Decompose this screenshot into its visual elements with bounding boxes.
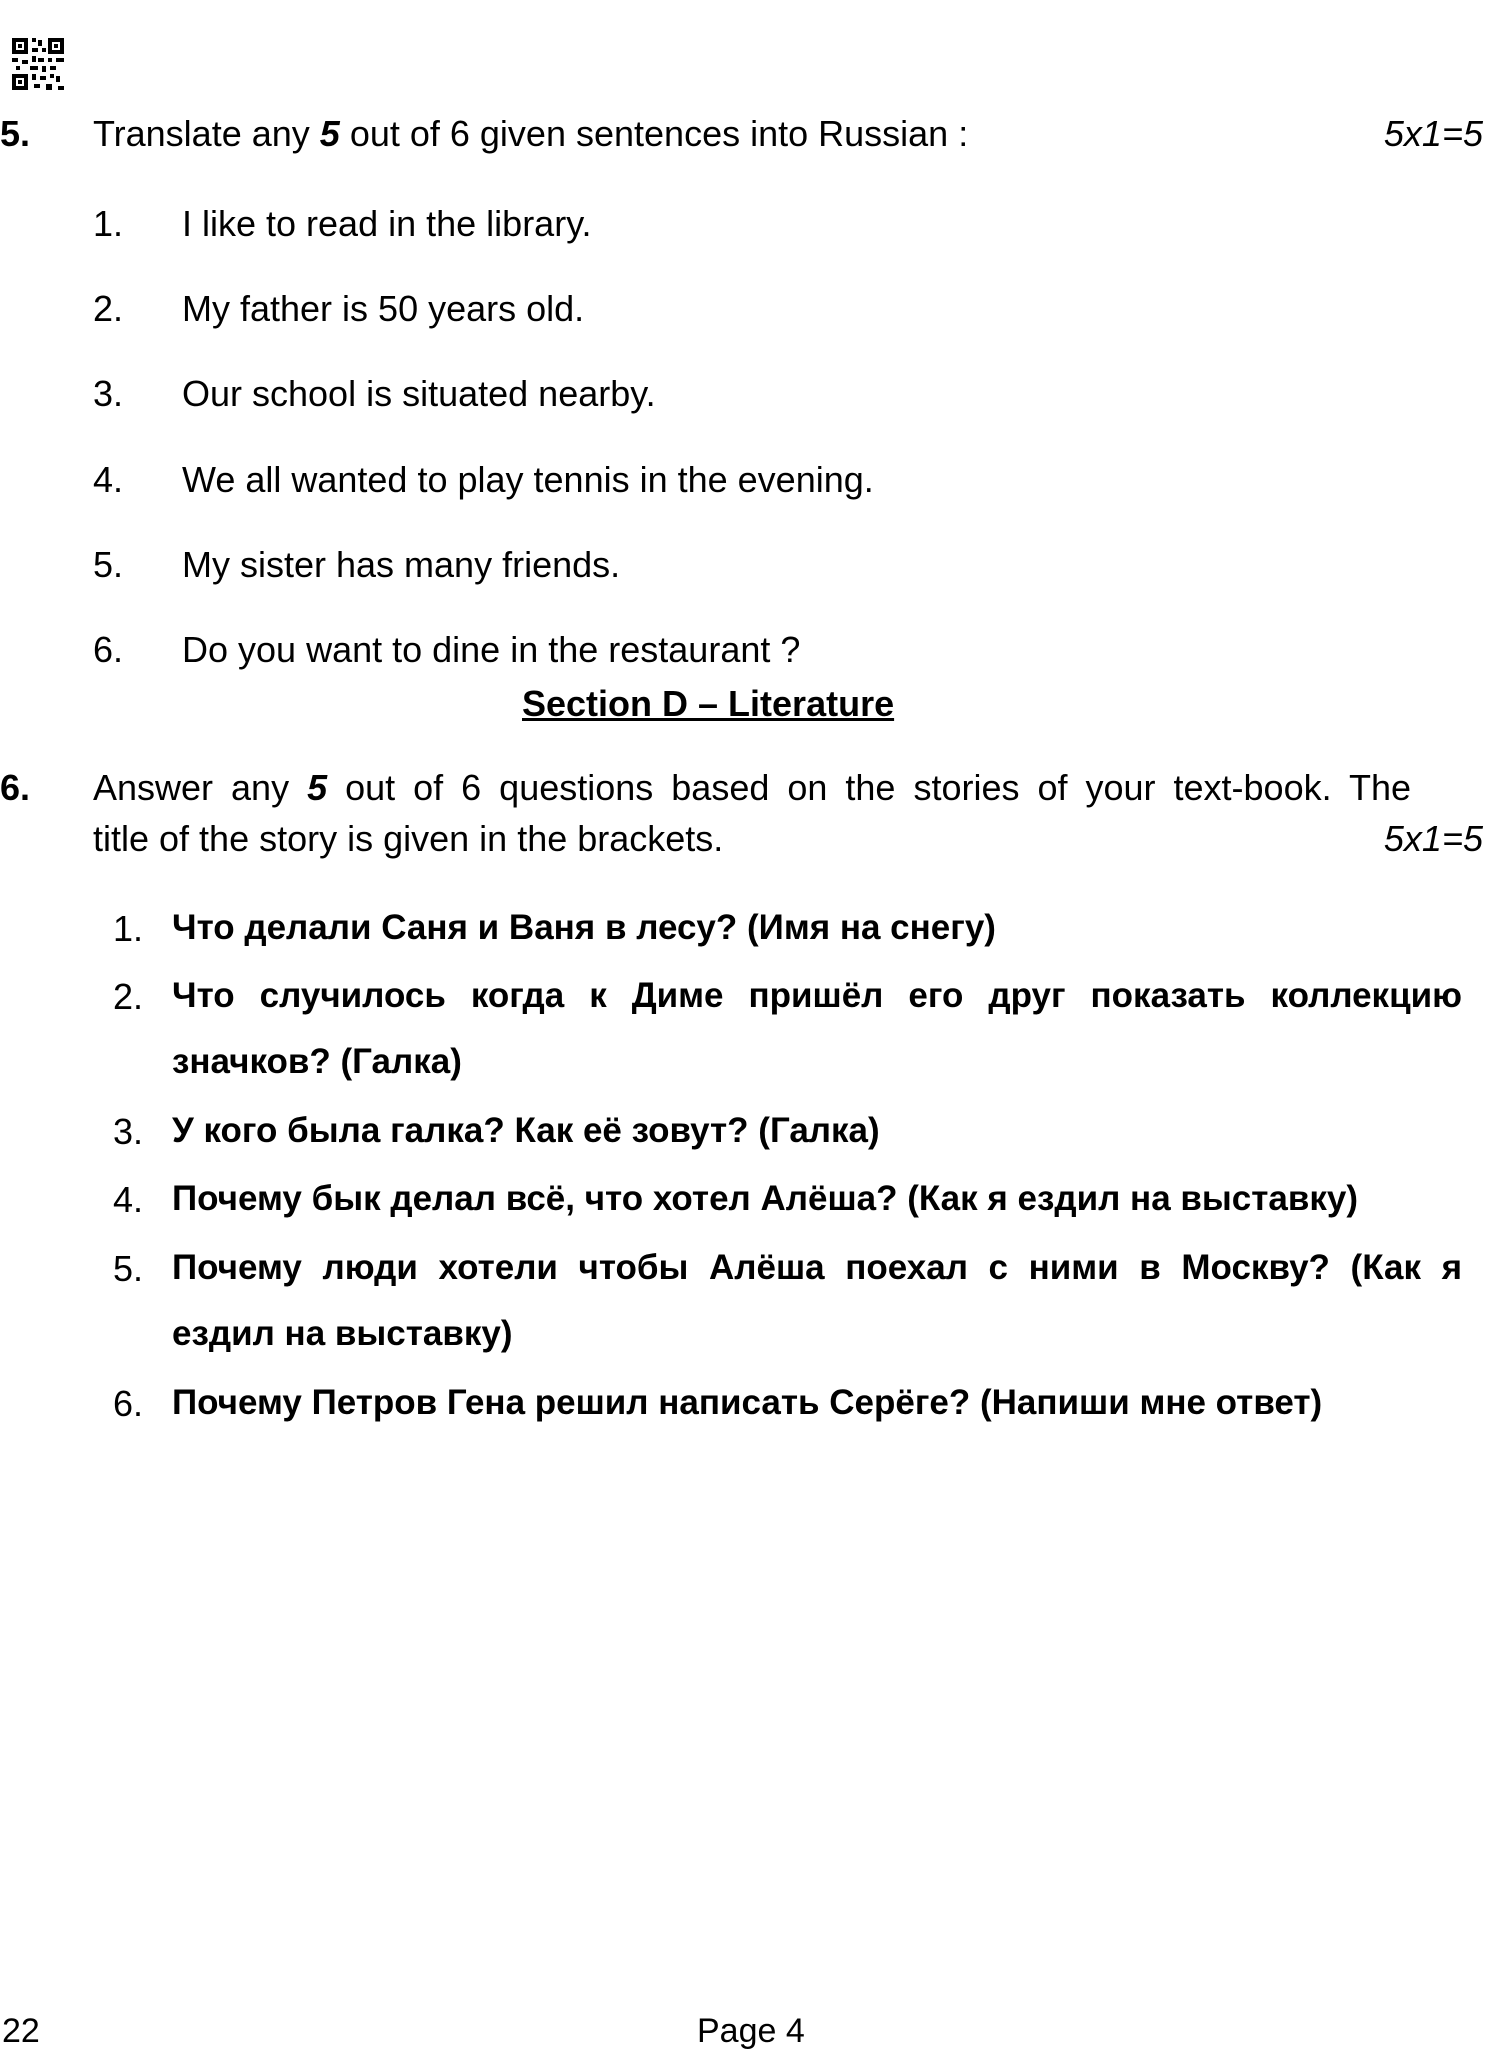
q6-item-5-number: 5. xyxy=(113,1248,144,1289)
q5-item-3-text: Our school is situated nearby. xyxy=(182,373,656,414)
q5-item-4-number: 4. xyxy=(93,459,124,500)
q6-item-3-number: 3. xyxy=(113,1111,144,1152)
q6-item-5-text-line-2: ездил на выставку) xyxy=(172,1314,513,1353)
q6-item-2-number: 2. xyxy=(113,976,144,1017)
question-6-text-line-1: Answer any 5 out of 6 questions based on the stories of your text-book. The xyxy=(93,767,1411,808)
footer-code: 22 xyxy=(2,2012,40,2050)
q5-item-5-number: 5. xyxy=(93,544,124,585)
q5-item-2-number: 2. xyxy=(93,288,124,329)
q5-item-6-number: 6. xyxy=(93,629,124,670)
q6-item-2-text-line-2: значков? (Галка) xyxy=(172,1042,462,1081)
question-5-number: 5. xyxy=(0,113,31,154)
question-6-number: 6. xyxy=(0,767,31,808)
q6-item-6-text: Почему Петров Гена решил написать Серёге? (Напиши мне ответ) xyxy=(172,1383,1323,1422)
footer-page-number: Page 4 xyxy=(697,2012,805,2050)
q5-item-5-text: My sister has many friends. xyxy=(182,544,621,585)
q5-item-1-text: I like to read in the library. xyxy=(182,203,592,244)
q5-item-2-text: My father is 50 years old. xyxy=(182,288,585,329)
q5-item-6-text: Do you want to dine in the restaurant ? xyxy=(182,629,801,670)
question-6-text-line-2: title of the story is given in the brackets. xyxy=(93,818,724,859)
question-5-text: Translate any 5 out of 6 given sentences into Russian : xyxy=(93,113,969,154)
q6-item-1-number: 1. xyxy=(113,908,144,949)
q6-item-4-text: Почему бык делал всё, что хотел Алёша? (Как я ездил на выставку) xyxy=(172,1179,1359,1218)
question-5-marks: 5x1=5 xyxy=(1383,113,1483,154)
q6-item-4-number: 4. xyxy=(113,1179,144,1220)
q6-item-6-number: 6. xyxy=(113,1383,144,1424)
q6-item-3-text: У кого была галка? Как её зовут? (Галка) xyxy=(172,1111,880,1150)
q6-item-1-text: Что делали Саня и Ваня в лесу? (Имя на снегу) xyxy=(172,908,996,947)
qr-code-icon xyxy=(12,38,64,90)
section-heading: Section D – Literature xyxy=(522,683,895,724)
q5-item-3-number: 3. xyxy=(93,373,124,414)
q6-item-2-text-line-1: Что случилось когда к Диме пришёл его друг показать коллекцию xyxy=(172,976,1462,1015)
q6-item-5-text-line-1: Почему люди хотели чтобы Алёша поехал с ними в Москву? (Как я xyxy=(172,1248,1462,1287)
question-6-marks: 5x1=5 xyxy=(1383,818,1483,859)
q5-item-1-number: 1. xyxy=(93,203,124,244)
q5-item-4-text: We all wanted to play tennis in the evening. xyxy=(182,459,874,500)
